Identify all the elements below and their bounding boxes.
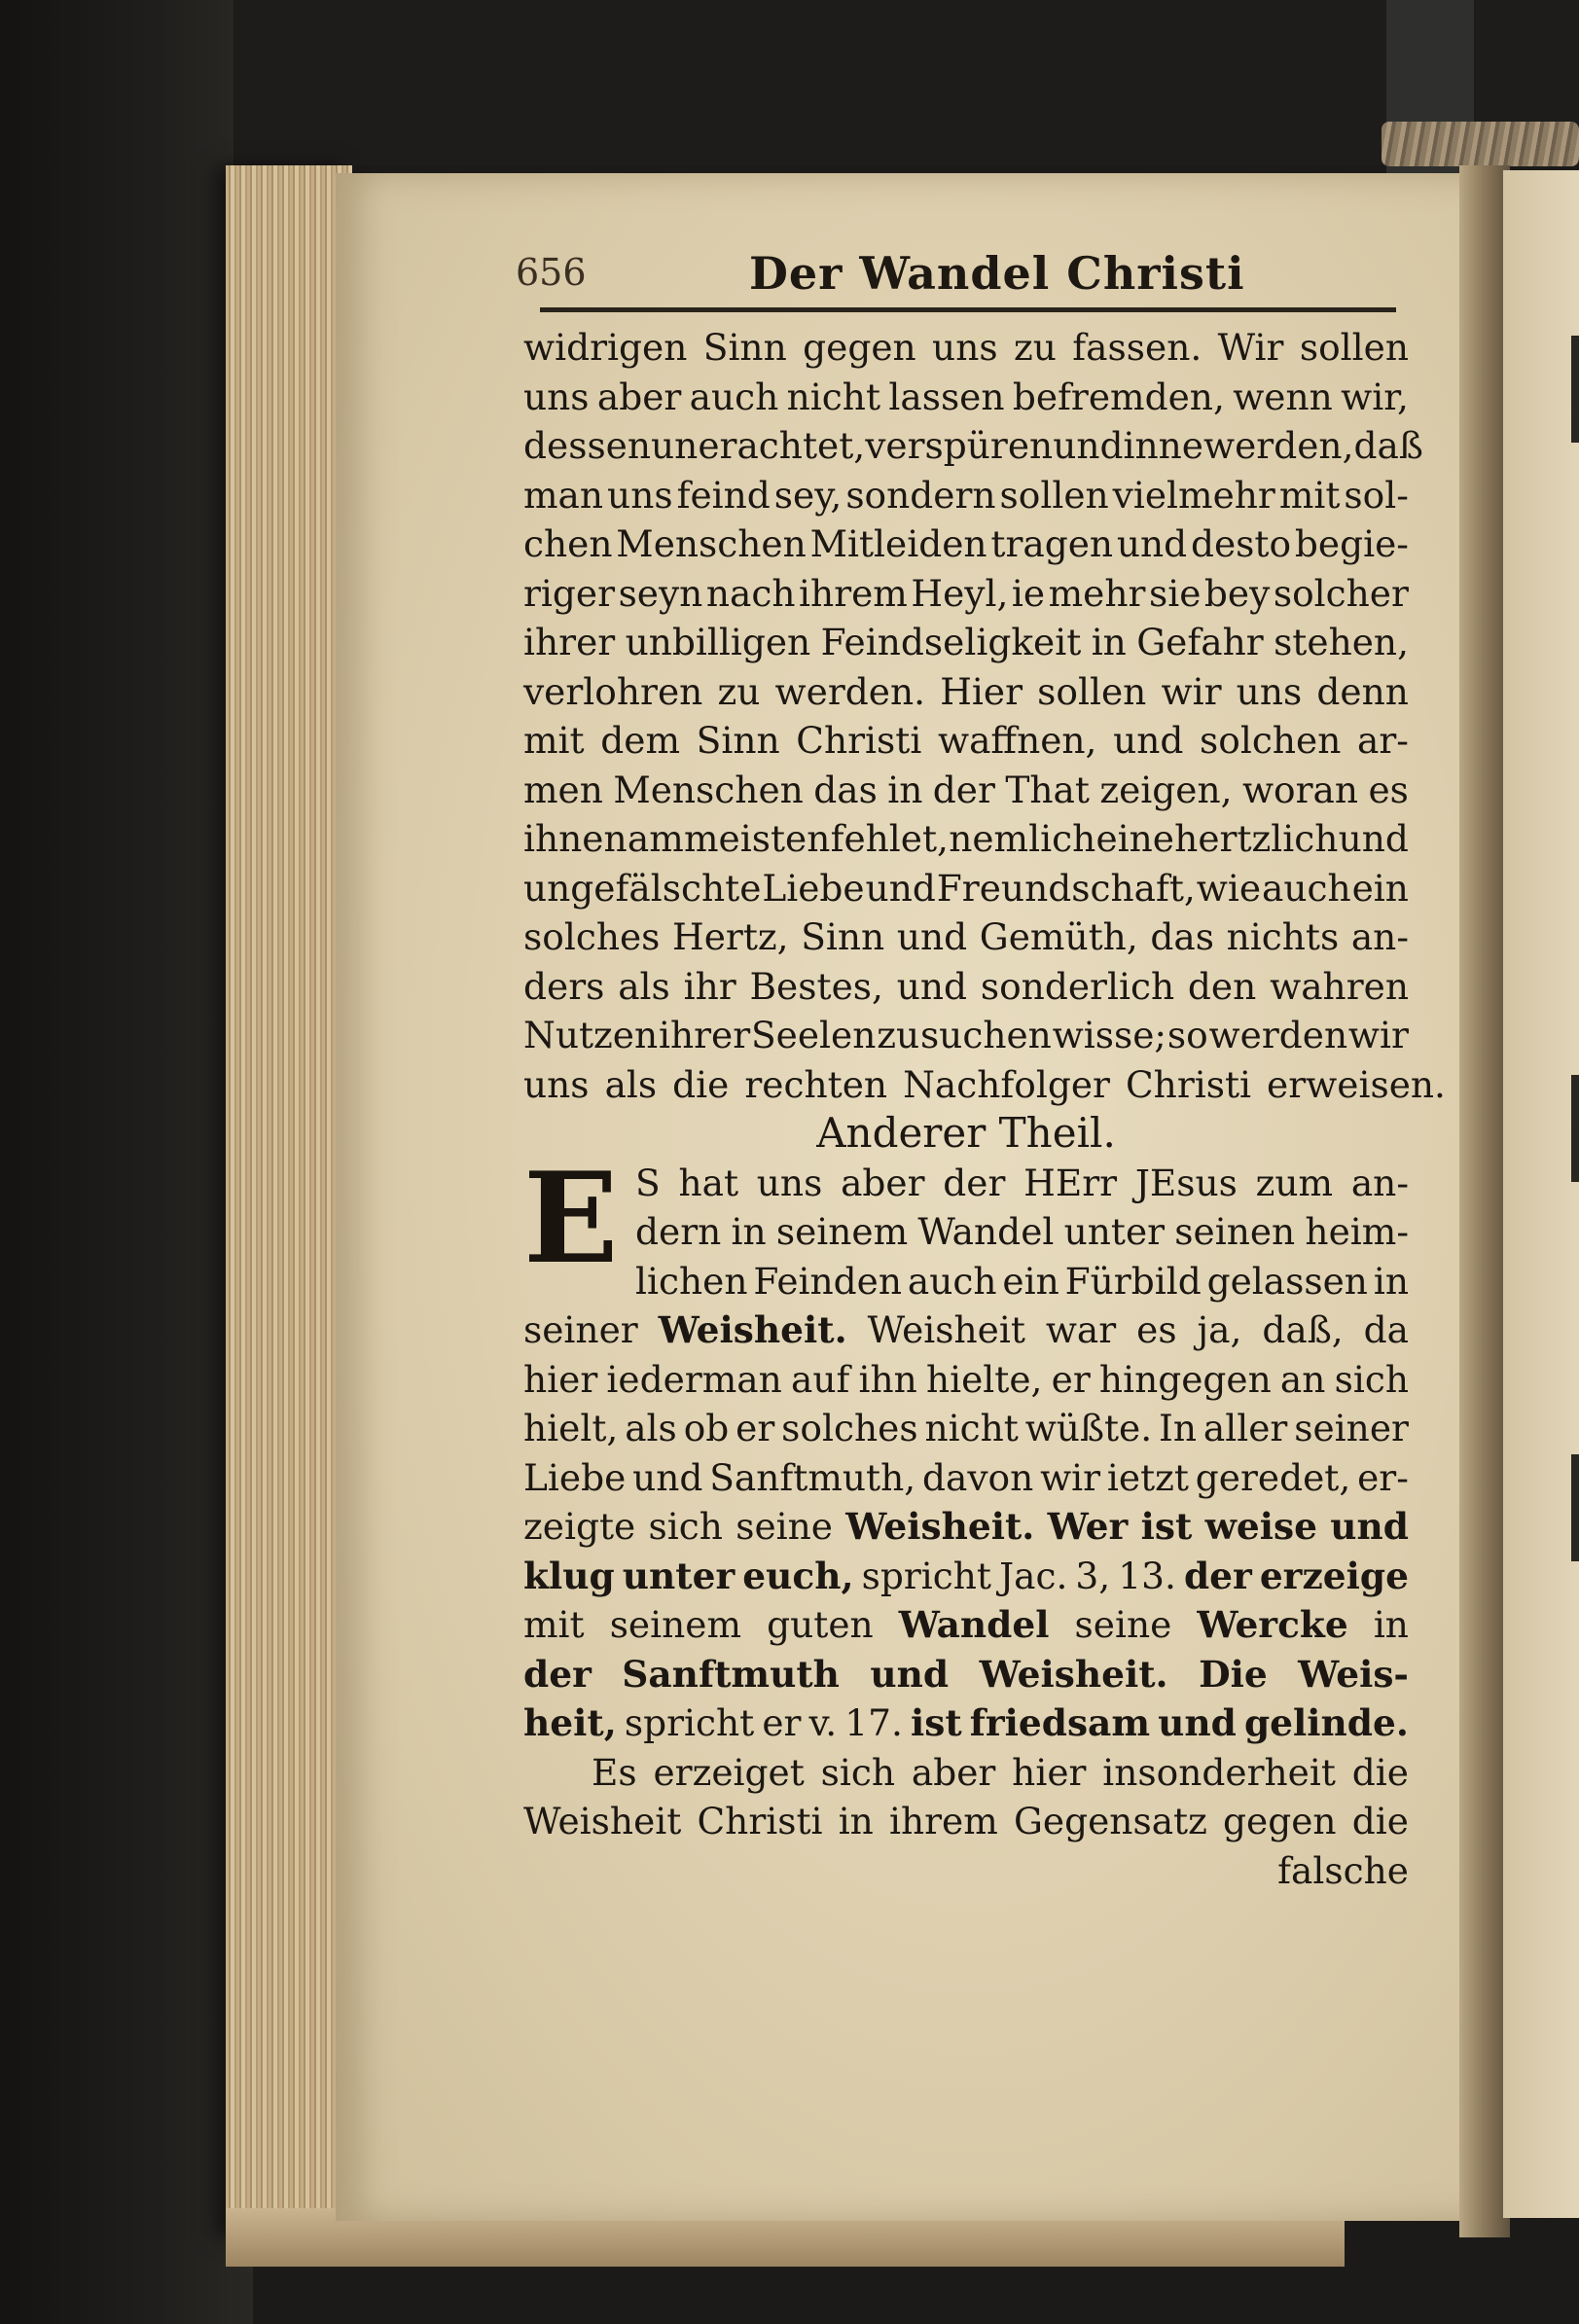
word: sollen: [1299, 326, 1409, 369]
word: ist: [1140, 1505, 1193, 1548]
word: seiner: [523, 1308, 638, 1351]
word: fassen.: [1072, 326, 1202, 369]
word: mit: [523, 719, 585, 762]
text-line: [523, 766, 1409, 815]
word: Bestes,: [749, 964, 883, 1008]
word: und: [896, 964, 968, 1008]
page-number: 656: [516, 251, 587, 294]
word: suchen: [919, 1014, 1052, 1056]
word: ungefälschte: [523, 866, 762, 910]
word: als: [604, 1062, 658, 1106]
dark-background: [0, 0, 253, 2324]
word: heim-: [1305, 1210, 1409, 1253]
word: nicht: [924, 1407, 1019, 1449]
word: verlohren: [523, 669, 703, 713]
word: aber: [841, 1161, 925, 1204]
word: der: [943, 1161, 1006, 1204]
catchword: falsche: [1277, 1848, 1409, 1892]
text-line: [523, 421, 1423, 471]
word: seinem: [609, 1603, 742, 1646]
word: Liebe: [762, 866, 865, 910]
word: zu: [717, 669, 761, 713]
word: fehlet,: [830, 817, 949, 860]
word: wenn: [1233, 375, 1333, 418]
word: und: [896, 915, 968, 958]
word: spricht: [861, 1554, 992, 1597]
word: seiner: [1294, 1407, 1409, 1449]
word: nichts: [1226, 915, 1340, 958]
word: heit,: [523, 1701, 617, 1744]
text-line: [523, 1060, 1446, 1110]
text-line: [523, 1011, 1409, 1060]
word: man: [523, 473, 604, 517]
text-line: [523, 962, 1409, 1012]
body-text: [523, 323, 1446, 1895]
word: Gemüth,: [979, 915, 1138, 958]
word: gegen: [1223, 1800, 1337, 1842]
word: hielte,: [925, 1357, 1043, 1401]
word: unbilligen: [625, 621, 811, 663]
word: uns: [523, 375, 590, 418]
word: zeigen,: [1099, 768, 1233, 811]
word: es: [1368, 768, 1409, 811]
word: 3,: [1075, 1554, 1111, 1597]
word: ist: [910, 1701, 962, 1744]
word: ein: [1351, 866, 1409, 910]
word: ihrem: [888, 1800, 998, 1842]
word: aller: [1202, 1407, 1288, 1449]
text-line: [523, 864, 1409, 913]
word: Christi: [697, 1800, 823, 1842]
word: der: [1183, 1554, 1252, 1597]
word: es: [1136, 1308, 1177, 1351]
word: Hertz,: [672, 915, 789, 958]
facing-page-edge: [1503, 170, 1579, 2218]
word: Nachfolger: [903, 1062, 1110, 1106]
word: gelinde.: [1243, 1701, 1409, 1744]
word: Christi: [1125, 1062, 1252, 1106]
word: auch: [1262, 866, 1351, 910]
word: da: [1363, 1308, 1409, 1351]
word: widrigen: [523, 326, 688, 369]
binding-cord: [1382, 122, 1579, 166]
word: aber: [596, 375, 682, 418]
word: werden.: [774, 669, 926, 713]
word: erzeiget: [653, 1750, 805, 1794]
word: sol-: [1344, 473, 1409, 517]
word: sich: [1334, 1357, 1409, 1401]
word: Weisheit.: [979, 1652, 1168, 1696]
text-line: [523, 1305, 1409, 1355]
word: Gegensatz: [1013, 1800, 1207, 1842]
running-head: [516, 247, 1401, 309]
drop-capital: E: [523, 1145, 619, 1292]
word: davon: [922, 1455, 1034, 1499]
word: sie: [1148, 571, 1202, 615]
word: hier: [523, 1357, 598, 1401]
word: als: [625, 1407, 677, 1449]
word: Mitleiden: [809, 522, 987, 565]
word: friedsam: [969, 1701, 1151, 1744]
word: Wercke: [1197, 1603, 1348, 1646]
word: an-: [1350, 915, 1409, 958]
text-line: [523, 519, 1409, 569]
word: erweisen.: [1267, 1062, 1446, 1106]
word: ihn: [858, 1357, 917, 1401]
word: befremden,: [1012, 375, 1225, 418]
word: wir: [1040, 1455, 1101, 1499]
word: die: [672, 1062, 730, 1106]
text-line: [523, 912, 1409, 962]
word: waffnen,: [937, 719, 1097, 762]
word: Fürbild: [1064, 1259, 1202, 1303]
word: lichen: [635, 1259, 748, 1303]
word: ie: [1011, 571, 1046, 615]
text-line: [523, 1748, 1409, 1798]
word: an-: [1350, 1161, 1409, 1204]
word: Feindseligkeit: [820, 621, 1082, 663]
word: er: [762, 1701, 802, 1744]
facing-text-fragment: [1571, 1075, 1579, 1182]
word: ihnen: [523, 817, 628, 860]
word: JEsus: [1134, 1161, 1238, 1204]
word: Christi: [796, 719, 922, 762]
facing-text-fragment: [1571, 1454, 1579, 1561]
text-line: [523, 1207, 1409, 1257]
word: tragen: [990, 522, 1114, 565]
word: uns: [523, 1062, 590, 1106]
word: Wer: [1047, 1505, 1129, 1548]
word: stehen,: [1274, 621, 1409, 663]
word: Weisheit: [523, 1800, 682, 1842]
word: Sanftmuth,: [709, 1455, 916, 1499]
word: uns: [607, 473, 673, 517]
word: unter: [622, 1554, 736, 1597]
word: hier: [1012, 1750, 1087, 1794]
word: so: [1166, 1014, 1208, 1056]
word: mit: [1278, 473, 1341, 517]
word: 13.: [1118, 1554, 1176, 1597]
word: mit: [523, 1603, 585, 1646]
word: wüßte.: [1024, 1407, 1153, 1449]
word: wir: [1347, 1014, 1409, 1056]
word: inne: [1123, 424, 1204, 467]
text-line: [523, 1355, 1409, 1405]
text-line: [523, 1502, 1409, 1552]
word: mehr: [1048, 571, 1146, 615]
word: wir: [1161, 669, 1222, 713]
text-line: [523, 618, 1409, 667]
word: auf: [790, 1357, 850, 1401]
word: daß: [1353, 424, 1423, 467]
word: ders: [523, 964, 605, 1008]
word: riger: [523, 571, 616, 615]
word: daß,: [1262, 1308, 1344, 1351]
word: nicht: [786, 375, 881, 418]
word: die: [1351, 1750, 1409, 1794]
word: und: [1158, 1701, 1237, 1744]
word: seyn: [618, 571, 703, 615]
word: rechten: [744, 1062, 888, 1106]
word: solcher: [1273, 571, 1409, 615]
word: sich: [820, 1750, 896, 1794]
word: werden: [1208, 1014, 1348, 1056]
section-heading: [523, 1109, 1409, 1159]
word: und: [1113, 719, 1184, 762]
word: sey,: [773, 473, 843, 517]
word: Heyl,: [911, 571, 1009, 615]
word: und: [1116, 522, 1188, 565]
word: Seelen: [750, 1014, 877, 1056]
word: und: [870, 1652, 950, 1696]
text-line: [523, 716, 1409, 766]
word: S: [635, 1161, 661, 1204]
word: war: [1045, 1308, 1117, 1351]
word: er-: [1357, 1455, 1409, 1499]
word: unter: [1063, 1210, 1166, 1253]
word: seinem: [775, 1210, 909, 1253]
word: in: [1373, 1259, 1409, 1303]
running-title: Der Wandel Christi: [749, 247, 1245, 300]
word: vielmehr: [1112, 473, 1275, 517]
text-line: [523, 471, 1409, 520]
word: Freundschaft,: [936, 866, 1196, 910]
word: woran: [1241, 768, 1359, 811]
text-line: [523, 569, 1409, 619]
word: gegen: [803, 326, 916, 369]
word: That: [1005, 768, 1090, 811]
word: Weis-: [1298, 1652, 1409, 1696]
word: aber: [911, 1750, 996, 1794]
word: zu: [1013, 326, 1057, 369]
word: Weisheit.: [658, 1308, 847, 1351]
word: v.: [808, 1701, 838, 1744]
word: und: [1053, 424, 1124, 467]
word: eine: [1095, 817, 1174, 860]
word: Weisheit.: [845, 1505, 1035, 1548]
word: dern: [635, 1210, 722, 1253]
word: ietzt: [1106, 1455, 1189, 1499]
word: als: [618, 964, 670, 1008]
word: verspüren: [865, 424, 1054, 467]
word: lassen: [888, 375, 1005, 418]
word: uns: [932, 326, 998, 369]
word: uns: [756, 1161, 823, 1204]
word: begie-: [1294, 522, 1409, 565]
word: erzeige: [1259, 1554, 1409, 1597]
word: hertzlich: [1174, 817, 1339, 860]
word: geredet,: [1195, 1455, 1351, 1499]
catchword-line: [523, 1846, 1409, 1896]
word: nemlich: [949, 817, 1096, 860]
word: die: [1351, 1800, 1409, 1842]
word: ob: [683, 1407, 730, 1449]
word: ihrer: [658, 1014, 751, 1056]
word: Menschen: [613, 768, 804, 811]
text-line: [523, 1404, 1409, 1453]
word: das: [813, 768, 878, 811]
word: in: [731, 1210, 767, 1253]
word: nach: [705, 571, 796, 615]
word: solchen: [1200, 719, 1342, 762]
text-line: [523, 1257, 1409, 1306]
text-line: [523, 814, 1409, 864]
word: meisten: [683, 817, 831, 860]
word: solches: [523, 915, 661, 958]
word: seinen: [1174, 1210, 1296, 1253]
word: weise: [1204, 1505, 1317, 1548]
text-line: [523, 373, 1409, 422]
word: in: [1373, 1603, 1409, 1646]
word: ja,: [1197, 1308, 1242, 1351]
word: iederman: [606, 1357, 782, 1401]
word: ein: [1002, 1259, 1059, 1303]
word: sonderlich: [980, 964, 1175, 1008]
word: am: [627, 817, 684, 860]
word: an: [1279, 1357, 1326, 1401]
word: gelassen: [1206, 1259, 1368, 1303]
word: dem: [600, 719, 681, 762]
word: in: [887, 768, 923, 811]
word: zum: [1255, 1161, 1334, 1204]
word: sondern: [845, 473, 996, 517]
word: uns: [1236, 669, 1303, 713]
text-line: [523, 1698, 1409, 1748]
word: Sinn: [696, 719, 780, 762]
word: wahren: [1270, 964, 1409, 1008]
word: Gefahr: [1136, 621, 1264, 663]
word: auch: [689, 375, 779, 418]
word: Hier: [940, 669, 1023, 713]
text-line: [523, 1650, 1409, 1699]
word: und: [1338, 817, 1409, 860]
word: Weisheit: [867, 1308, 1025, 1351]
page-edges: [226, 165, 352, 2237]
word: wie: [1196, 866, 1262, 910]
word: das: [1150, 915, 1214, 958]
word: ar-: [1356, 719, 1409, 762]
word: hat: [678, 1161, 739, 1204]
word: und: [1330, 1505, 1409, 1548]
word: denn: [1316, 669, 1409, 713]
word: in: [838, 1800, 874, 1842]
text-line: [523, 1552, 1409, 1601]
word: Feinden: [753, 1259, 903, 1303]
word: solches: [781, 1407, 918, 1449]
word: er: [736, 1407, 775, 1449]
word: zu: [877, 1014, 920, 1056]
word: dessen: [523, 424, 652, 467]
text-line: [523, 323, 1409, 373]
word: HErr: [1023, 1161, 1118, 1204]
word: er: [1051, 1357, 1091, 1401]
word: In: [1159, 1407, 1198, 1449]
word: ihrer: [523, 621, 616, 663]
word: den: [1187, 964, 1257, 1008]
word: in: [1091, 621, 1127, 663]
word: Sanftmuth: [622, 1652, 840, 1696]
word: Liebe: [523, 1455, 627, 1499]
word: chen: [523, 522, 613, 565]
word: sollen: [999, 473, 1109, 517]
word: guten: [767, 1603, 874, 1646]
text-line: [523, 1797, 1409, 1846]
word: der: [523, 1652, 592, 1696]
text-line: [523, 1600, 1409, 1650]
dark-background-top: [233, 0, 1579, 165]
word: Die: [1199, 1652, 1268, 1696]
word: Es: [592, 1750, 637, 1794]
word: desto: [1190, 522, 1292, 565]
word: Wandel: [898, 1603, 1050, 1646]
word: Wir: [1217, 326, 1284, 369]
word: ihr: [683, 964, 736, 1008]
word: zeigte: [523, 1505, 636, 1548]
word: seine: [736, 1505, 833, 1548]
word: und: [865, 866, 936, 910]
word: Sinn: [801, 915, 885, 958]
word: euch,: [742, 1554, 854, 1597]
word: hielt,: [523, 1407, 619, 1449]
text-line: [523, 1453, 1409, 1503]
word: wisse;: [1052, 1014, 1167, 1056]
word: auch: [907, 1259, 997, 1303]
facing-text-fragment: [1571, 336, 1579, 443]
text-line: [523, 667, 1409, 717]
paragraph-1: [523, 323, 1446, 1109]
word: klug: [523, 1554, 615, 1597]
word: 17.: [844, 1701, 903, 1744]
word: Menschen: [616, 522, 807, 565]
paragraph-2: [523, 1145, 1409, 1846]
word: men: [523, 768, 603, 811]
word: Nutzen: [523, 1014, 659, 1056]
word: Jac.: [999, 1554, 1068, 1597]
word: sich: [648, 1505, 723, 1548]
word: der: [932, 768, 995, 811]
word: spricht: [624, 1701, 755, 1744]
word: feind: [676, 473, 771, 517]
word: Wandel: [917, 1210, 1055, 1253]
word: insonderheit: [1102, 1750, 1336, 1794]
word: unerachtet,: [651, 424, 866, 467]
header-rule: [540, 307, 1396, 312]
word: wir,: [1341, 375, 1409, 418]
word: ihrem: [799, 571, 908, 615]
word: seine: [1074, 1603, 1172, 1646]
word: werden,: [1203, 424, 1354, 467]
word: sollen: [1037, 669, 1147, 713]
word: hingegen: [1098, 1357, 1272, 1401]
section-heading-text: Anderer Theil.: [816, 1109, 1116, 1157]
word: bey: [1203, 571, 1271, 615]
word: Sinn: [702, 326, 787, 369]
text-line: [523, 1159, 1409, 1208]
word: und: [632, 1455, 703, 1499]
